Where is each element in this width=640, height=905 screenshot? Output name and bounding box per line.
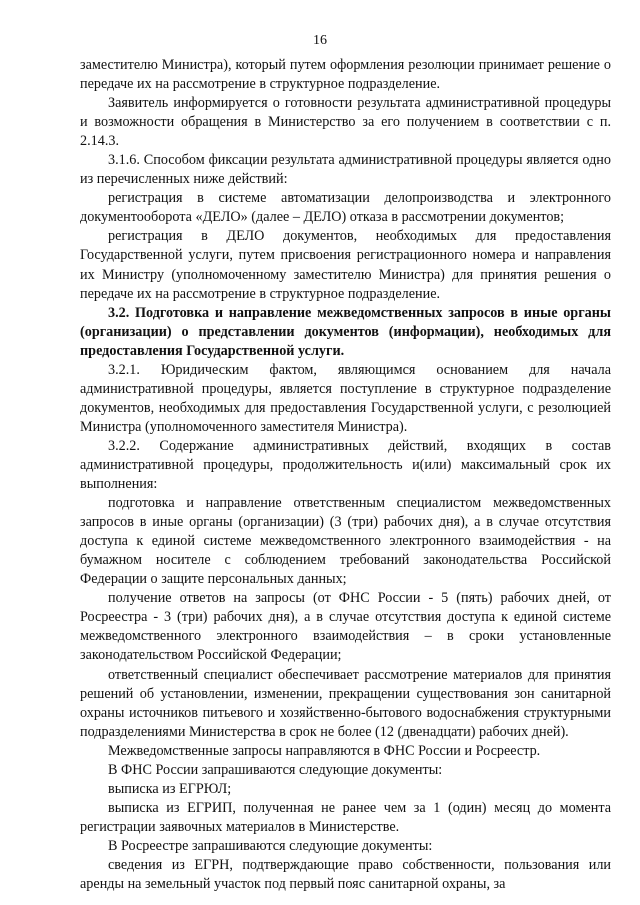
page-number: 16 — [313, 33, 327, 48]
paragraph-materials-review: ответственный специалист обеспечивает рассмотрение материалов для принятия решений об установлении, изменении, прекращении существования зон санитарной охраны источников питьевого и хозяйственно-бытового водоснабжения структурными подразделениями Министерства в срок не более (12 (двенадцати) рабочих дней). — [80, 666, 611, 740]
paragraph-continuation: заместителю Министра), который путем оформления резолюции принимает решение о передаче их на рассмотрение в структурное подразделение. — [80, 57, 611, 93]
paragraph-rosreestr-documents: В Росреестре запрашиваются следующие документы: — [108, 837, 433, 854]
list-item-egrn: сведения из ЕГРН, подтверждающие право собственности, пользования или аренды на земельный участок под первый пояс санитарной охраны, за — [80, 856, 611, 893]
list-item-egrul: выписка из ЕГРЮЛ; — [108, 780, 232, 797]
paragraph-3-2-1: 3.2.1. Юридическим фактом, являющимся основанием для начала административной процедуры, является поступление в структурное подразделение документов, необходимых для предоставления Государственной услуги, с резолюцией Министра (уполномоченного заместителя Министра). — [80, 361, 611, 435]
document-body — [80, 56, 611, 894]
section-heading-3-2: 3.2. Подготовка и направление межведомственных запросов в иные органы (организации) о представлении документов (информации), необходимых для предоставления Государственной услуги. — [80, 304, 611, 359]
paragraph-delo-registration-documents: регистрация в ДЕЛО документов, необходимых для предоставления Государственной услуги, путем присвоения регистрационного номера и направления их Министру (уполномоченному заместителю Министра) для принятия решения о передаче их на рассмотрение в структурное подразделение. — [80, 228, 611, 302]
paragraph-requests-preparation: подготовка и направление ответственным специалистом межведомственных запросов в иные органы (организации) (3 (три) рабочих дня), а в случае отсутствия доступа к единой системе межведомственного электронного взаимодействия - на бумажном носителе с соблюдением требований законодательства Российской Федерации о защите персональных данных; — [80, 495, 611, 588]
paragraph-responses-receipt: получение ответов на запросы (от ФНС России - 5 (пять) рабочих дней, от Росреестра - 3 (три) рабочих дня), а в случае отсутствия доступа к единой системе межведомственного электронного взаимодействия – в сроки установленные законодательством Российской Федерации; — [80, 590, 611, 664]
list-item-egrip: выписка из ЕГРИП, полученная не ранее чем за 1 (один) месяц до момента регистрации заявочных материалов в Министерстве. — [80, 799, 611, 835]
paragraph-applicant-informed: Заявитель информируется о готовности результата административной процедуры и возможности обращения в Министерство за его получением в соответствии с п. 2.14.3. — [80, 95, 611, 150]
paragraph-3-2-2: 3.2.2. Содержание административных действий, входящих в состав административной процедуры, продолжительность и(или) максимальный срок их выполнения: — [80, 437, 611, 493]
paragraph-requests-recipients: Межведомственные запросы направляются в ФНС России и Росреестр. — [108, 742, 541, 759]
paragraph-3-1-6: 3.1.6. Способом фиксации результата административной процедуры является одно из перечисленных ниже действий: — [80, 152, 611, 188]
paragraph-delo-registration-refusal: регистрация в системе автоматизации делопроизводства и электронного документооборота «ДЕЛО» (далее – ДЕЛО) отказа в рассмотрении документов; — [80, 190, 611, 226]
paragraph-fns-documents: В ФНС России запрашиваются следующие документы: — [108, 761, 443, 778]
